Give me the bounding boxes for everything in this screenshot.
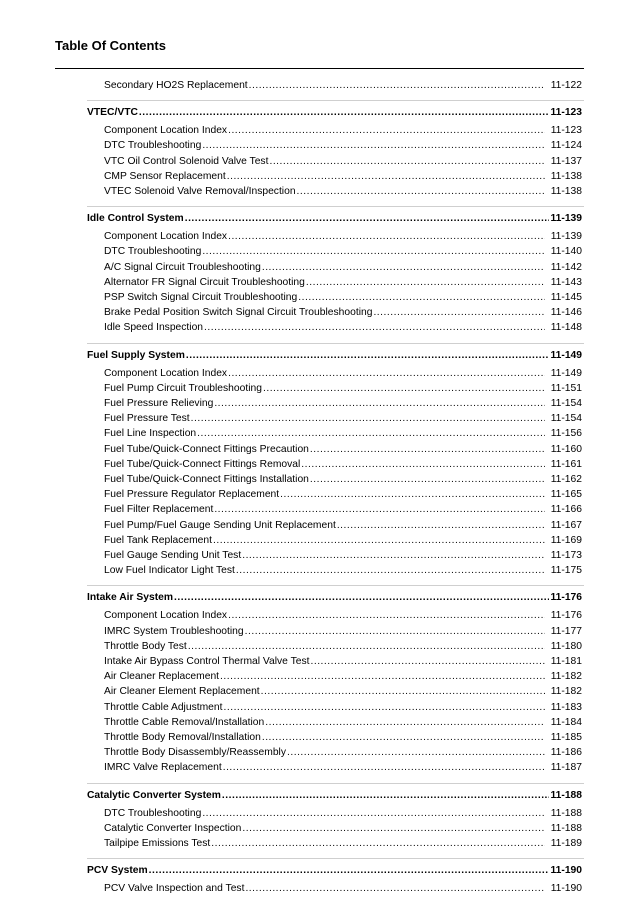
entry-title: Alternator FR Signal Circuit Troubleshooting [104,276,305,288]
section-title: PCV System [87,865,148,877]
toc-entry[interactable] [104,185,582,199]
page-number: 11-188 [550,807,582,819]
entry-title: Fuel Tube/Quick-Connect Fittings Precaution [104,443,309,455]
page-number: 11-187 [550,762,582,774]
dot-leader [337,519,545,533]
entry-title: Fuel Pressure Test [104,413,190,425]
toc-entry[interactable] [104,261,582,275]
entry-title: Fuel Tube/Quick-Connect Fittings Removal [104,458,301,470]
dot-leader [262,261,545,275]
entry-title: Component Location Index [104,125,228,137]
entry-title: Intake Air Bypass Control Thermal Valve Test [104,656,310,667]
page-number: 11-176 [550,610,582,622]
page-number: 11-173 [550,550,582,561]
dot-leader [373,306,544,320]
dot-leader [280,488,545,502]
page-title: Table Of Contents [55,38,166,53]
page-number: 11-181 [550,656,582,667]
dot-leader [287,746,545,760]
toc-entry[interactable] [104,549,582,563]
page-number: 11-142 [550,261,582,273]
page-number: 11-182 [550,671,582,683]
page-number: 11-154 [550,398,582,409]
page-number: 11-148 [550,322,582,334]
page-number: 11-139 [550,231,582,243]
entry-title: VTC Oil Control Solenoid Valve Test [104,155,269,167]
dot-leader [211,837,544,851]
entry-title: Fuel Pressure Relieving [104,398,214,409]
dot-leader [228,609,545,623]
toc-entry[interactable] [104,746,582,760]
toc-entry[interactable] [104,655,582,669]
toc-entry[interactable] [104,564,582,578]
dot-leader [228,367,545,381]
toc-entry[interactable] [104,230,582,244]
page-number: 11-184 [550,716,582,728]
page-number: 11-189 [550,838,582,849]
dot-leader [214,397,544,411]
toc-entry[interactable] [104,670,582,684]
page-number: 11-188 [550,789,582,801]
page-number: 11-185 [550,732,582,743]
page-number: 11-137 [550,155,582,167]
toc-entry[interactable] [104,822,582,836]
dot-leader [174,591,548,605]
page-number: 11-190 [550,883,582,895]
toc-section-heading[interactable] [87,212,582,226]
entry-title: A/C Signal Circuit Troubleshooting [104,261,261,273]
dot-leader [310,655,544,669]
page-number: 11-161 [550,458,582,470]
entry-title: Secondary HO2S Replacement [104,80,248,91]
toc-entry[interactable] [104,761,582,775]
dot-leader [228,230,545,244]
page-number: 11-156 [550,428,582,440]
dot-leader [220,670,545,684]
page-number: 11-175 [550,565,582,577]
dot-leader [202,139,544,153]
entry-title: Fuel Tank Replacement [104,534,212,546]
page-number: 11-186 [550,747,582,759]
dot-leader [213,534,545,548]
page-number: 11-143 [550,276,582,288]
toc-entry[interactable] [104,609,582,623]
page-number: 11-139 [550,213,582,225]
page-number: 11-162 [550,474,582,485]
section-divider [87,206,584,207]
page-number: 11-166 [550,504,582,516]
page-number: 11-167 [550,519,582,531]
dot-leader [269,155,544,169]
page-number: 11-122 [550,80,582,91]
page-number: 11-145 [550,292,582,303]
dot-leader [185,212,549,226]
entry-title: Idle Speed Inspection [104,322,204,334]
dot-leader [298,291,544,305]
entry-title: VTEC Solenoid Valve Removal/Inspection [104,186,296,197]
dot-leader [191,412,545,426]
page-number: 11-124 [550,140,582,152]
dot-leader [204,321,545,335]
dot-leader [149,864,549,878]
dot-leader [197,427,545,441]
entry-title: Low Fuel Indicator Light Test [104,565,235,577]
entry-title: DTC Troubleshooting [104,807,202,819]
section-divider [87,858,584,859]
dot-leader [265,716,544,730]
dot-leader [236,564,545,578]
toc-section-heading[interactable] [87,864,582,878]
toc-entry[interactable] [104,412,582,426]
dot-leader [139,106,549,120]
entry-title: Fuel Filter Replacement [104,504,214,516]
page-number: 11-123 [550,107,582,119]
page-number: 11-123 [550,125,582,137]
entry-title: IMRC System Troubleshooting [104,625,244,637]
toc-entry[interactable] [104,155,582,169]
toc-entry[interactable] [104,321,582,335]
entry-title: Fuel Line Inspection [104,428,197,440]
entry-title: Catalytic Converter Inspection [104,822,242,834]
dot-leader [222,789,549,803]
dot-leader [188,640,545,654]
section-divider [87,783,584,784]
toc-entry[interactable] [104,397,582,411]
toc-entry[interactable] [104,640,582,654]
toc-entry[interactable] [104,685,582,699]
dot-leader [297,185,545,199]
toc-entry[interactable] [104,170,582,184]
dot-leader [242,822,544,836]
dot-leader [306,276,545,290]
section-title: Idle Control System [87,213,184,225]
page-number: 11-177 [550,625,582,637]
section-title: Fuel Supply System [87,349,185,361]
toc-entry[interactable] [104,245,582,259]
page-number: 11-182 [550,686,582,698]
toc-entry[interactable] [104,306,582,320]
toc-entry[interactable] [104,276,582,290]
entry-title: Throttle Body Removal/Installation [104,732,261,743]
toc-entry[interactable] [104,367,582,381]
toc-entry[interactable] [104,882,582,896]
entry-title: IMRC Valve Replacement [104,762,222,774]
toc-entry[interactable] [104,716,582,730]
section-title: Catalytic Converter System [87,789,221,801]
toc-section-heading[interactable] [87,106,582,120]
entry-title: Component Location Index [104,610,228,622]
toc-entry[interactable] [104,503,582,517]
entry-title: Brake Pedal Position Switch Signal Circuit Troubleshooting [104,307,373,319]
title-rule [55,68,584,69]
toc-entry[interactable] [104,427,582,441]
dot-leader [202,807,544,821]
entry-title: Throttle Cable Adjustment [104,701,223,713]
dot-leader [223,701,544,715]
dot-leader [227,170,545,184]
page-number: 11-183 [550,701,582,713]
dot-leader [245,625,545,639]
entry-title: Component Location Index [104,231,228,243]
toc-entry[interactable] [104,79,582,93]
entry-title: Air Cleaner Element Replacement [104,686,260,698]
toc-entry[interactable] [104,443,582,457]
entry-title: Throttle Cable Removal/Installation [104,716,265,728]
page-number: 11-140 [550,246,582,258]
dot-leader [228,124,545,138]
toc-entry[interactable] [104,534,582,548]
entry-title: Air Cleaner Replacement [104,671,220,683]
page-number: 11-176 [550,592,582,604]
dot-leader [310,473,545,487]
dot-leader [310,443,545,457]
dot-leader [249,79,545,93]
section-divider [87,585,584,586]
page-number: 11-188 [550,822,582,834]
entry-title: Fuel Pump/Fuel Gauge Sending Unit Replacement [104,519,336,531]
dot-leader [263,382,545,396]
page-number: 11-146 [550,307,582,319]
section-divider [87,343,584,344]
toc-entry[interactable] [104,139,582,153]
entry-title: Fuel Pressure Regulator Replacement [104,489,280,501]
toc-section-heading[interactable] [87,789,582,803]
toc-entry[interactable] [104,701,582,715]
toc-entry[interactable] [104,124,582,138]
page-number: 11-149 [550,349,582,361]
toc-entry[interactable] [104,837,582,851]
entry-title: Fuel Pump Circuit Troubleshooting [104,382,262,394]
toc-entry[interactable] [104,519,582,533]
page-number: 11-149 [550,367,582,379]
toc-entry[interactable] [104,458,582,472]
entry-title: CMP Sensor Replacement [104,170,226,182]
dot-leader [214,503,544,517]
entry-title: Fuel Gauge Sending Unit Test [104,550,242,561]
page-number: 11-138 [550,170,582,182]
dot-leader [223,761,545,775]
dot-leader [202,245,544,259]
page-number: 11-160 [550,443,582,455]
toc-entry[interactable] [104,625,582,639]
toc-section-heading[interactable] [87,591,582,605]
page-number: 11-180 [550,640,582,652]
toc-section-heading[interactable] [87,349,582,363]
page-number: 11-169 [550,534,582,546]
page-number: 11-151 [550,382,582,394]
dot-leader [261,685,545,699]
section-title: VTEC/VTC [87,107,138,119]
dot-leader [242,549,544,563]
dot-leader [262,731,545,745]
toc-entry[interactable] [104,382,582,396]
dot-leader [186,349,549,363]
toc-entry[interactable] [104,807,582,821]
page-number: 11-154 [550,413,582,425]
entry-title: Component Location Index [104,367,228,379]
entry-title: Throttle Body Disassembly/Reassembly [104,747,286,759]
dot-leader [301,458,544,472]
entry-title: Fuel Tube/Quick-Connect Fittings Installation [104,474,309,485]
toc-entry[interactable] [104,473,582,487]
toc-entry[interactable] [104,488,582,502]
entry-title: Tailpipe Emissions Test [104,838,211,849]
entry-title: Throttle Body Test [104,640,187,652]
entry-title: PSP Switch Signal Circuit Troubleshooting [104,292,298,303]
toc-entry[interactable] [104,731,582,745]
toc-entry[interactable] [104,291,582,305]
page-number: 11-165 [550,489,582,501]
section-divider [87,100,584,101]
entry-title: DTC Troubleshooting [104,246,202,258]
page-number: 11-138 [550,186,582,197]
dot-leader [245,882,544,896]
section-title: Intake Air System [87,592,174,604]
entry-title: PCV Valve Inspection and Test [104,883,245,895]
page-number: 11-190 [550,865,582,877]
entry-title: DTC Troubleshooting [104,140,202,152]
